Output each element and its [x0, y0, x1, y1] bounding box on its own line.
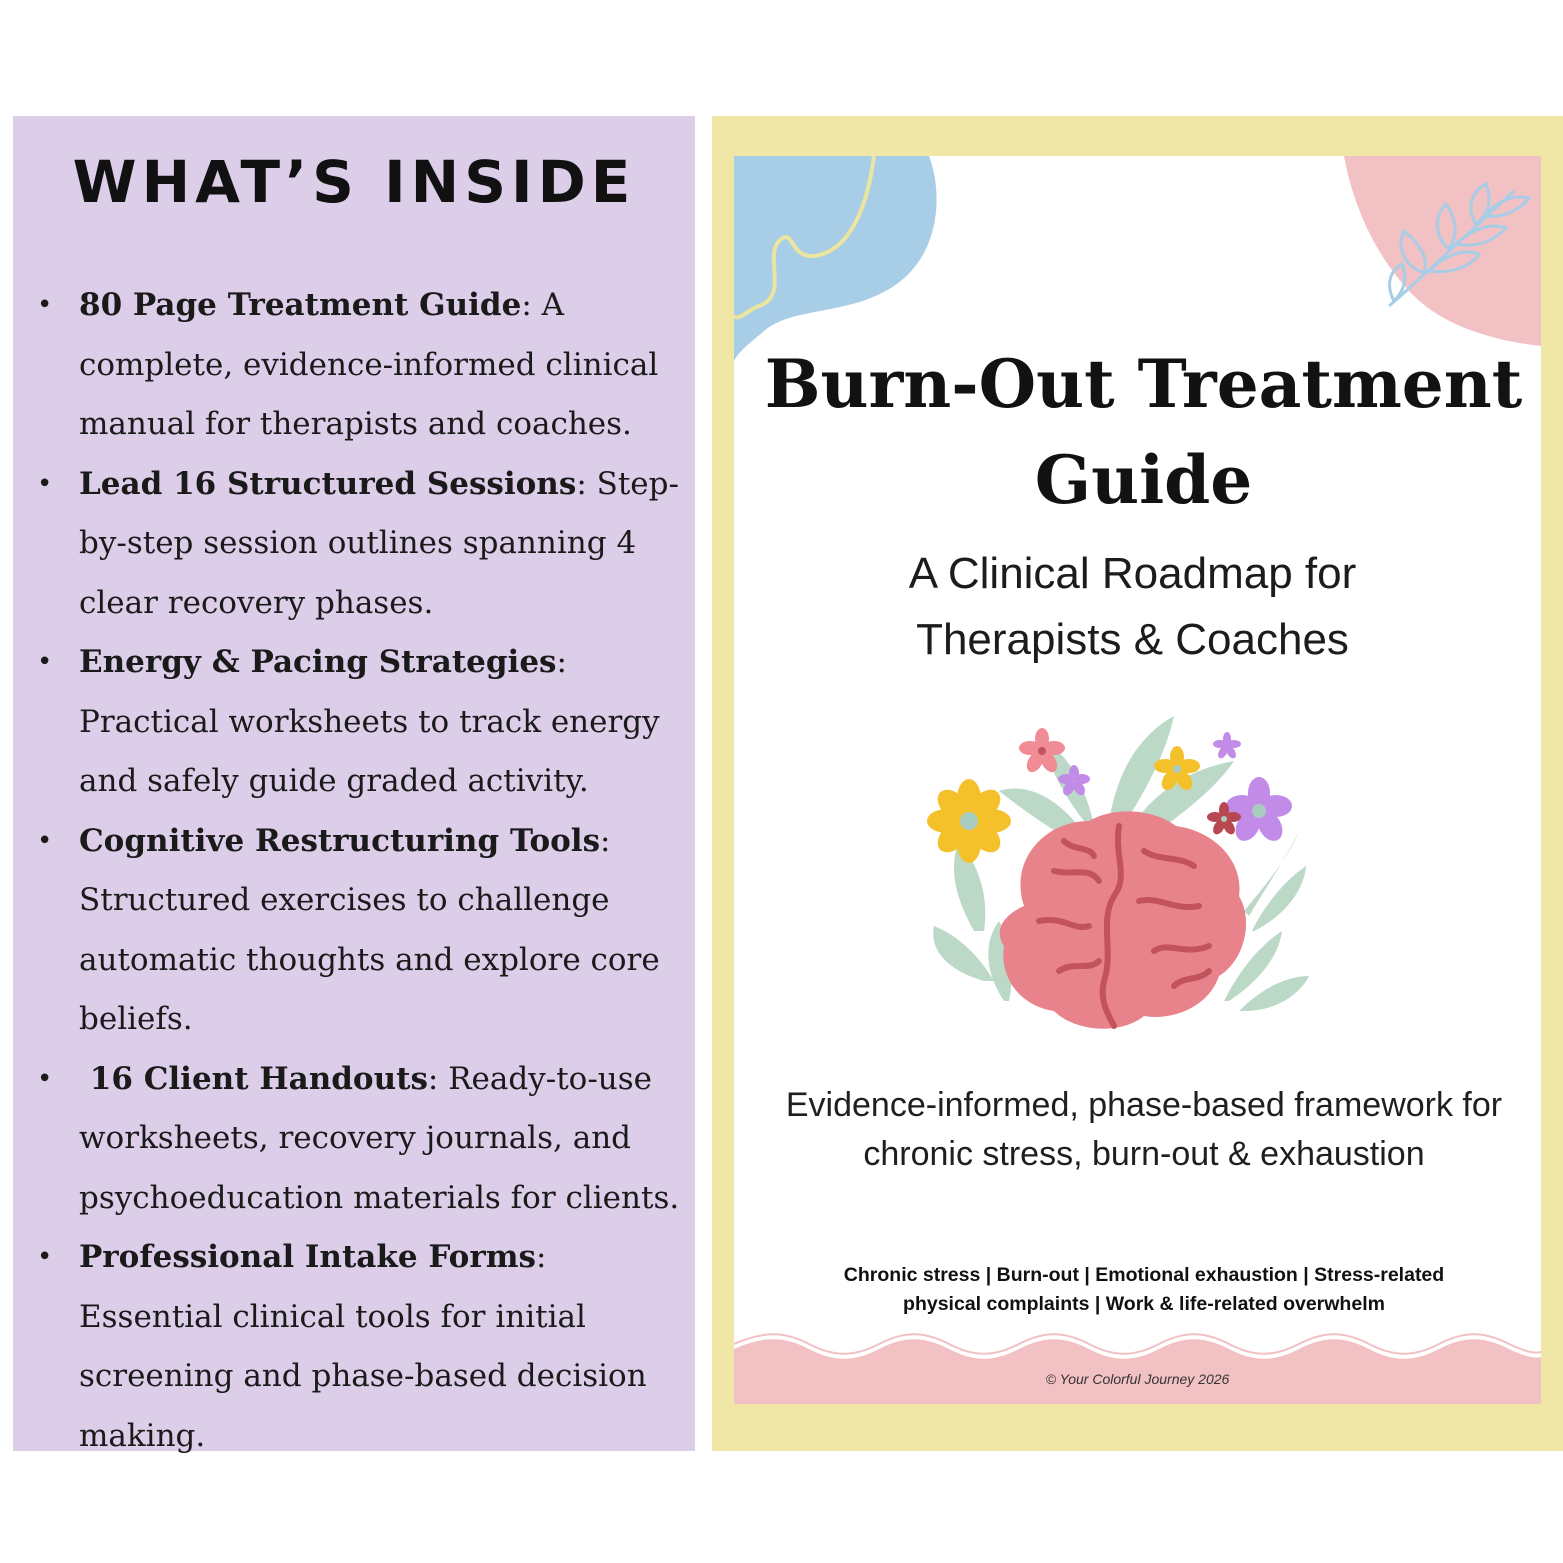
feature-item — [13, 455, 683, 634]
feature-description: : Essential clinical tools for initial screening and phase-based decision making. — [79, 1239, 647, 1454]
feature-description: : Structured exercises to challenge automatic thoughts and explore core beliefs. — [79, 822, 660, 1037]
brain-icon — [1000, 811, 1246, 1028]
cover-title-line2: Guide — [1034, 441, 1253, 519]
bullet-icon: • — [37, 290, 53, 320]
cover-tags — [764, 1261, 1524, 1319]
book-cover-frame — [712, 116, 1563, 1451]
bullet-icon: • — [37, 1242, 53, 1272]
brain-flowers-illustration — [914, 681, 1314, 1051]
feature-item — [13, 276, 683, 455]
cover-subtitle — [734, 541, 1541, 673]
yellow-flower-icon — [927, 779, 1011, 863]
feature-list — [13, 276, 683, 1466]
bullet-icon: • — [37, 647, 53, 677]
feature-item — [13, 1050, 683, 1229]
whats-inside-panel — [13, 116, 695, 1454]
feature-heading: Professional Intake Forms — [79, 1239, 536, 1275]
book-cover — [734, 156, 1541, 1404]
cover-title-line1: Burn-Out Treatment — [764, 345, 1523, 423]
cover-description: Evidence-informed, phase-based framework for chronic stress, burn-out & exhaustion — [785, 1086, 1503, 1173]
cover-subtitle-line2: Therapists & Coaches — [916, 615, 1349, 664]
bullet-icon: • — [37, 468, 53, 499]
cover-title — [734, 336, 1541, 528]
whats-inside-title: WHAT’S INSIDE — [72, 148, 636, 216]
feature-heading: Energy & Pacing Strategies — [79, 644, 557, 680]
feature-heading: 80 Page Treatment Guide — [79, 287, 522, 323]
feature-item — [13, 633, 683, 812]
feature-item — [13, 812, 683, 1050]
bottom-wave-decoration — [734, 1331, 1541, 1404]
cover-tags-line1: Chronic stress | Burn-out | Emotional exhaustion | Stress-related — [843, 1264, 1445, 1286]
purple-flower-icon — [1226, 777, 1292, 845]
feature-item — [13, 1228, 683, 1466]
feature-heading: Lead 16 Structured Sessions — [79, 465, 577, 502]
feature-description: : A complete, evidence-informed clinical manual for therapists and coaches. — [79, 287, 659, 442]
bullet-icon: • — [37, 825, 53, 856]
feature-heading: Cognitive Restructuring Tools — [79, 822, 601, 859]
copyright-text: © Your Colorful Journey 2026 — [1045, 1371, 1230, 1387]
tiny-purple-flower-icon — [1213, 732, 1241, 760]
cover-tags-line2: physical complaints | Work & life-related overwhelm — [903, 1293, 1385, 1315]
cover-subtitle-line1: A Clinical Roadmap for — [908, 549, 1357, 598]
feature-description: : Ready-to-use worksheets, recovery journals, and psychoeducation materials for clients. — [79, 1060, 680, 1216]
bullet-icon: • — [37, 1063, 53, 1094]
feature-description: : Step-by-step session outlines spanning 4 clear recovery phases. — [79, 465, 679, 621]
feature-description: : Practical worksheets to track energy and safely guide graded activity. — [79, 644, 660, 799]
blue-blob-shape — [734, 156, 937, 361]
feature-heading: 16 Client Handouts — [79, 1060, 428, 1097]
pink-blob-shape — [1344, 156, 1541, 346]
